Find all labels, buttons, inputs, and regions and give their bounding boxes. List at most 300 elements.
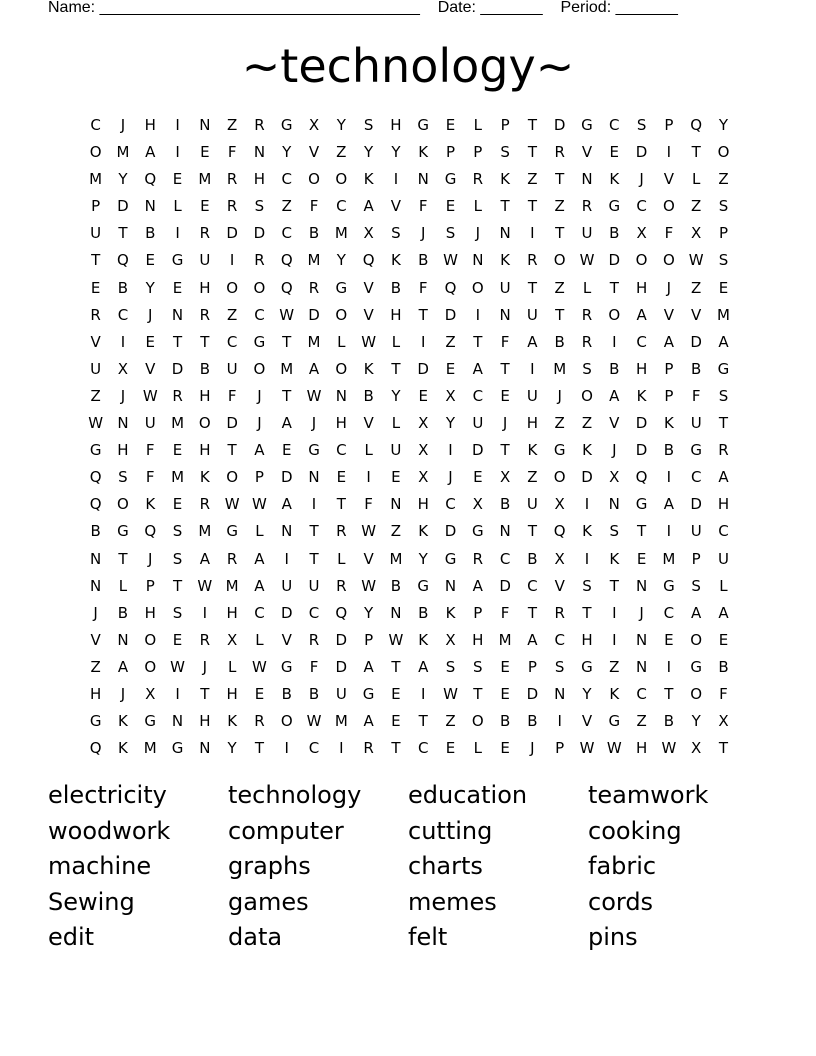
grid-letter: T [336, 495, 346, 514]
grid-letter: Q [144, 170, 157, 189]
grid-letter: W [88, 414, 104, 433]
grid-letter: B [609, 359, 620, 378]
grid-letter: K [390, 251, 401, 270]
grid-letter: J [666, 278, 672, 297]
grid-letter: N [608, 495, 620, 514]
grid-letter: X [554, 549, 565, 568]
grid-letter: K [582, 522, 592, 541]
grid-letter: K [418, 143, 429, 162]
grid-letter: B [691, 359, 702, 378]
grid-letter: S [609, 522, 620, 541]
grid-letter: Q [444, 278, 457, 297]
grid-letter: D [635, 143, 648, 162]
grid-letter: Y [718, 116, 729, 134]
grid-letter: M [307, 251, 321, 270]
grid-row [82, 275, 738, 302]
grid-letter: P [664, 386, 674, 405]
grid-letter: B [390, 278, 402, 297]
grid-letter: S [636, 116, 647, 134]
grid-letter: N [390, 603, 402, 622]
grid-letter: W [688, 251, 704, 270]
grid-letter: A [636, 305, 647, 324]
grid-letter: R [226, 170, 238, 189]
grid-letter: U [526, 495, 538, 514]
grid-letter: C [636, 197, 647, 216]
grid-letter: X [636, 224, 647, 243]
grid-letter: E [145, 251, 155, 270]
grid-letter: Q [335, 603, 348, 622]
grid-row [82, 708, 738, 735]
grid-letter: T [309, 522, 319, 541]
grid-letter: B [418, 251, 429, 270]
grid-letter: Q [635, 468, 648, 487]
grid-letter: N [417, 170, 429, 189]
grid-letter: P [91, 197, 101, 216]
grid-letter: D [635, 414, 648, 433]
grid-letter: O [690, 630, 703, 649]
grid-letter: B [418, 603, 429, 622]
grid-letter: J [502, 414, 508, 433]
grid-letter: E [445, 197, 456, 216]
grid-letter: G [553, 441, 566, 460]
grid-letter: H [226, 684, 238, 703]
grid-letter: Y [582, 684, 592, 703]
grid-letter: I [612, 332, 617, 351]
grid-letter: A [663, 495, 675, 514]
grid-letter: E [254, 684, 265, 703]
grid-letter: E [172, 630, 183, 649]
grid-letter: Y [445, 414, 456, 433]
word-bank-item: teamwork [588, 781, 709, 809]
grid-letter: C [554, 630, 565, 649]
grid-letter: K [363, 170, 374, 189]
grid-letter: L [173, 197, 182, 216]
grid-letter: J [557, 386, 562, 405]
grid-letter: X [691, 739, 702, 758]
grid-letter: H [226, 603, 238, 622]
grid-letter: F [691, 386, 701, 405]
grid-letter: V [145, 359, 156, 378]
grid-letter: I [202, 603, 208, 622]
grid-letter: S [718, 197, 729, 216]
grid-letter: I [475, 305, 481, 324]
grid-row [82, 654, 738, 681]
grid-row [82, 166, 738, 193]
grid-letter: I [612, 630, 617, 649]
grid-letter: M [89, 170, 103, 189]
grid-letter: G [89, 441, 102, 460]
grid-letter: Z [691, 197, 702, 216]
grid-letter: Y [145, 278, 155, 297]
word-bank-item: fabric [588, 852, 657, 880]
grid-letter: R [199, 305, 211, 324]
grid-letter: O [335, 359, 348, 378]
grid-letter: E [500, 684, 510, 703]
grid-letter: D [690, 332, 702, 351]
grid-letter: A [281, 414, 292, 433]
grid-letter: V [90, 630, 101, 649]
grid-letter: A [609, 386, 620, 405]
grid-letter: V [390, 197, 402, 216]
grid-letter: C [308, 739, 320, 758]
grid-letter: E [664, 630, 674, 649]
grid-letter: S [582, 576, 592, 595]
grid-letter: H [199, 712, 211, 731]
grid-letter: W [279, 305, 295, 324]
grid-letter: G [335, 278, 348, 297]
grid-letter: A [308, 359, 320, 378]
grid-letter: R [199, 495, 211, 514]
grid-letter: Z [445, 332, 456, 351]
grid-letter: S [554, 657, 565, 676]
grid-letter: W [606, 739, 622, 758]
grid-letter: F [227, 386, 237, 405]
grid-letter: N [499, 224, 511, 243]
grid-letter: L [255, 630, 264, 649]
grid-row [82, 329, 738, 356]
grid-letter: M [498, 630, 512, 649]
grid-letter: P [473, 143, 483, 162]
grid-letter: G [280, 116, 293, 134]
grid-row [82, 464, 738, 491]
grid-letter: N [171, 305, 184, 324]
grid-letter: H [635, 739, 648, 758]
grid-letter: S [500, 143, 510, 162]
grid-letter: D [280, 603, 293, 622]
grid-letter: C [281, 170, 292, 189]
grid-letter: Z [554, 414, 565, 433]
grid-letter: G [581, 116, 593, 134]
grid-letter: C [336, 197, 347, 216]
grid-row [82, 437, 738, 464]
grid-letter: T [664, 684, 674, 703]
grid-letter: I [530, 359, 535, 378]
grid-letter: M [662, 549, 676, 568]
grid-letter: T [391, 657, 401, 676]
grid-letter: H [526, 414, 539, 433]
grid-letter: G [417, 116, 430, 134]
grid-letter: P [500, 116, 510, 134]
grid-letter: H [144, 116, 156, 134]
grid-letter: H [472, 630, 484, 649]
word-bank-item: memes [408, 887, 497, 916]
grid-letter: V [554, 576, 565, 595]
grid-letter: U [526, 386, 538, 405]
grid-letter: J [148, 305, 153, 324]
grid-letter: M [198, 170, 212, 189]
grid-letter: E [391, 468, 401, 487]
grid-row [82, 627, 738, 654]
grid-letter: U [526, 305, 538, 324]
grid-row [82, 220, 738, 247]
grid-letter: F [500, 332, 510, 351]
grid-letter: K [609, 684, 620, 703]
grid-letter: O [335, 305, 348, 324]
grid-letter: B [308, 224, 320, 243]
grid-letter: T [282, 332, 292, 351]
grid-letter: T [527, 603, 537, 622]
grid-letter: B [145, 224, 156, 243]
grid-letter: I [530, 224, 535, 243]
grid-letter: H [335, 414, 347, 433]
grid-letter: E [172, 278, 183, 297]
grid-letter: T [418, 305, 428, 324]
grid-letter: D [499, 576, 511, 595]
grid-letter: T [254, 739, 265, 758]
grid-letter: L [473, 197, 482, 216]
grid-letter: E [172, 170, 183, 189]
grid-letter: U [144, 414, 156, 433]
grid-letter: X [691, 224, 702, 243]
grid-letter: B [554, 332, 565, 351]
grid-letter: L [118, 576, 128, 595]
grid-letter: T [200, 684, 210, 703]
grid-letter: D [553, 116, 566, 134]
grid-letter: C [718, 522, 729, 541]
grid-letter: G [444, 549, 457, 568]
grid-letter: Q [89, 739, 102, 758]
grid-row [82, 573, 738, 600]
grid-letter: T [527, 197, 537, 216]
grid-letter: B [390, 576, 402, 595]
grid-letter: R [527, 251, 538, 270]
grid-letter: T [500, 359, 510, 378]
word-bank-item: games [228, 887, 309, 916]
grid-letter: I [584, 549, 590, 568]
grid-letter: L [391, 414, 401, 433]
grid-letter: K [500, 251, 511, 270]
grid-letter: A [718, 332, 729, 351]
grid-letter: W [142, 386, 158, 405]
grid-letter: U [90, 359, 102, 378]
grid-letter: O [226, 468, 239, 487]
grid-letter: I [284, 739, 289, 758]
grid-letter: R [254, 712, 265, 731]
grid-letter: A [117, 657, 129, 676]
letter-grid [82, 112, 738, 762]
word-bank-item: charts [408, 852, 483, 880]
grid-letter: R [90, 305, 101, 324]
grid-letter: P [145, 576, 155, 595]
grid-letter: C [499, 549, 511, 568]
grid-letter: R [336, 576, 347, 595]
grid-letter: O [144, 657, 157, 676]
grid-letter: G [663, 576, 675, 595]
grid-letter: D [226, 224, 238, 243]
grid-letter: G [144, 712, 157, 731]
grid-letter: A [145, 143, 156, 162]
grid-letter: E [445, 116, 456, 134]
grid-letter: Q [144, 522, 157, 541]
grid-letter: R [554, 603, 565, 622]
grid-letter: D [335, 630, 348, 649]
grid-letter: M [171, 414, 185, 433]
grid-letter: G [608, 712, 621, 731]
grid-letter: T [500, 197, 510, 216]
grid-letter: V [663, 305, 675, 324]
grid-letter: A [199, 549, 210, 568]
grid-letter: H [390, 305, 402, 324]
grid-letter: Z [527, 468, 538, 487]
grid-letter: D [171, 359, 184, 378]
grid-letter: C [636, 332, 647, 351]
grid-letter: K [500, 170, 511, 189]
grid-letter: J [530, 739, 535, 758]
grid-letter: A [663, 332, 675, 351]
grid-letter: L [719, 576, 728, 595]
grid-letter: R [336, 522, 347, 541]
word-bank-item: graphs [228, 852, 311, 880]
grid-letter: J [639, 170, 644, 189]
grid-letter: E [500, 386, 510, 405]
grid-row [82, 491, 738, 518]
grid-row [82, 410, 738, 437]
grid-letter: K [445, 603, 456, 622]
grid-letter: X [609, 468, 620, 487]
grid-letter: T [91, 251, 101, 270]
grid-letter: G [581, 657, 593, 676]
grid-letter: R [254, 251, 265, 270]
grid-letter: N [581, 170, 593, 189]
grid-letter: U [308, 576, 320, 595]
grid-letter: X [554, 495, 565, 514]
grid-letter: R [581, 305, 593, 324]
grid-letter: I [120, 332, 126, 351]
grid-letter: I [420, 332, 426, 351]
grid-letter: W [252, 495, 267, 514]
grid-letter: S [172, 522, 183, 541]
grid-letter: I [448, 441, 453, 460]
grid-row [82, 600, 738, 627]
grid-letter: T [227, 441, 237, 460]
grid-letter: N [499, 305, 511, 324]
grid-letter: I [284, 549, 289, 568]
grid-letter: A [254, 441, 265, 460]
grid-letter: K [145, 495, 156, 514]
grid-letter: T [282, 386, 292, 405]
grid-letter: N [390, 495, 402, 514]
grid-letter: B [718, 657, 729, 676]
grid-letter: X [226, 630, 238, 649]
grid-letter: W [361, 522, 377, 541]
grid-letter: T [418, 712, 428, 731]
grid-letter: T [718, 739, 729, 758]
grid-letter: Y [391, 386, 401, 405]
grid-letter: D [280, 468, 293, 487]
grid-letter: B [117, 603, 129, 622]
grid-letter: E [391, 712, 401, 731]
grid-letter: N [635, 576, 648, 595]
grid-letter: O [253, 359, 266, 378]
grid-letter: B [663, 712, 675, 731]
grid-letter: T [637, 522, 647, 541]
grid-letter: W [306, 386, 322, 405]
grid-letter: X [445, 386, 456, 405]
grid-letter: X [718, 712, 729, 731]
grid-letter: H [417, 495, 429, 514]
grid-letter: M [198, 522, 212, 541]
grid-letter: J [448, 468, 453, 487]
grid-letter: B [363, 386, 374, 405]
grid-letter: K [609, 170, 620, 189]
grid-letter: R [199, 224, 211, 243]
grid-letter: A [363, 712, 374, 731]
grid-letter: S [445, 224, 456, 243]
grid-letter: A [254, 576, 265, 595]
grid-letter: G [89, 712, 102, 731]
grid-letter: D [581, 468, 593, 487]
grid-letter: N [144, 197, 156, 216]
grid-letter: K [227, 712, 238, 731]
grid-letter: I [584, 495, 590, 514]
grid-letter: E [391, 684, 401, 703]
grid-row [82, 518, 738, 545]
grid-letter: P [254, 468, 264, 487]
grid-letter: C [226, 332, 238, 351]
grid-letter: X [117, 359, 129, 378]
grid-letter: T [200, 332, 210, 351]
grid-letter: B [308, 684, 320, 703]
grid-letter: M [717, 305, 730, 324]
grid-letter: M [143, 739, 157, 758]
grid-letter: O [226, 278, 239, 297]
grid-letter: A [691, 603, 702, 622]
grid-letter: T [527, 278, 537, 297]
grid-letter: H [635, 359, 648, 378]
grid-letter: Z [90, 386, 101, 405]
grid-row [82, 356, 738, 383]
grid-letter: L [391, 332, 401, 351]
grid-letter: D [608, 251, 621, 270]
grid-letter: M [171, 468, 185, 487]
grid-letter: U [390, 441, 402, 460]
grid-letter: U [472, 414, 484, 433]
grid-letter: R [554, 143, 565, 162]
grid-letter: V [363, 414, 374, 433]
grid-letter: D [444, 305, 457, 324]
grid-letter: F [145, 441, 155, 460]
grid-letter: I [666, 522, 672, 541]
grid-letter: S [445, 657, 456, 676]
grid-letter: G [253, 332, 266, 351]
grid-letter: I [666, 143, 672, 162]
grid-letter: R [472, 170, 484, 189]
grid-letter: T [391, 359, 401, 378]
grid-letter: F [145, 468, 155, 487]
grid-letter: U [499, 278, 511, 297]
grid-letter: K [636, 386, 647, 405]
word-bank-item: woodwork [48, 816, 171, 845]
grid-letter: Y [418, 549, 428, 568]
grid-letter: O [717, 143, 730, 162]
grid-row [82, 302, 738, 329]
grid-letter: S [473, 657, 483, 676]
grid-letter: O [308, 170, 320, 189]
grid-letter: Z [636, 712, 647, 731]
grid-letter: S [172, 603, 183, 622]
grid-letter: B [663, 441, 675, 460]
grid-letter: O [635, 251, 648, 270]
grid-letter: Y [691, 712, 701, 731]
grid-letter: A [472, 359, 483, 378]
grid-letter: D [472, 441, 484, 460]
grid-row [82, 383, 738, 410]
grid-letter: A [718, 603, 729, 622]
grid-letter: K [118, 712, 128, 731]
grid-letter: S [391, 224, 401, 243]
grid-letter: X [472, 495, 483, 514]
grid-letter: U [90, 224, 102, 243]
